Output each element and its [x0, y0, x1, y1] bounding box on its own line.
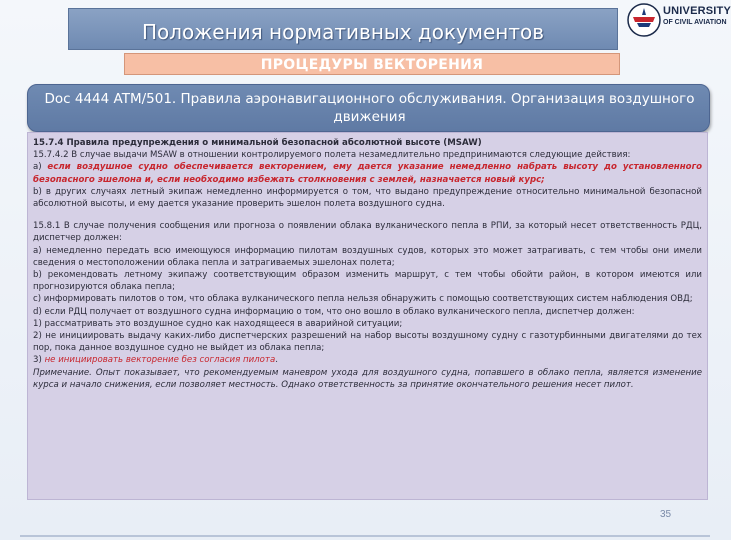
subtitle-banner	[124, 53, 620, 75]
footer-divider	[20, 535, 710, 537]
ash-item-d3	[33, 354, 702, 366]
spacer	[33, 210, 702, 220]
page-title: Положения нормативных документов	[141, 20, 545, 44]
section-subtitle: ПРОЦЕДУРЫ ВЕКТОРЕНИЯ	[260, 57, 484, 73]
logo-text-line2: OF CIVIL AVIATION	[663, 19, 727, 26]
ash-item-d3-prefix: 3)	[33, 355, 42, 366]
msaw-item-b: b) в других случаях летный экипаж немедленно информируется о том, что выдано предупреждение относительно минимальной безопасной абсолютной высоты, и ему дается указание проверить эшелон полета воздушного судна.	[33, 186, 702, 210]
title-banner	[68, 8, 618, 50]
page-number: 35	[660, 509, 672, 520]
ash-item-a: a) немедленно передать всю имеющуюся информацию пилотам воздушных судов, которых это может затрагивать, с тем чтобы они имели сведения о местоположении облака пепла и затрагиваемых эшелонах полета;	[33, 245, 702, 268]
ash-item-b: b) рекомендовать летному экипажу соответствующим образом изменить маршрут, с тем чтобы обойти район, в котором имеются или прогнозируются облака пепла;	[33, 270, 702, 293]
document-title: Doc 4444 ATM/501. Правила аэронавигационного обслуживания. Организация воздушного движения	[44, 91, 695, 125]
note-paragraph: Примечание. Опыт показывает, что рекомендуемым маневром ухода для воздушного судна, попавшего в облако пепла, является изменение курса и начало снижения, если позволяет местность. Однако ответственность за принятие окончательного решения несет пилот.	[33, 367, 702, 390]
university-emblem-icon	[627, 3, 661, 37]
msaw-item-a-text: если воздушное судно обеспечивается векторением, ему дается указание немедленно набрать высоту до установленного безопасного эшелона и, если необходимо избежать столкновения с землей, назначается новый курс;	[33, 162, 702, 185]
content-panel	[27, 132, 708, 500]
ash-item-d3-text: не инициировать векторение без согласия пилота	[44, 355, 276, 366]
ash-item-d1: 1) рассматривать это воздушное судно как находящееся в аварийной ситуации;	[33, 318, 403, 329]
logo-text-line1: UNIVERSITY	[663, 5, 731, 17]
ash-item-c: c) информировать пилотов о том, что облака вулканического пепла нельзя обнаружить с помощью соответствующих систем наблюдения ОВД;	[33, 294, 693, 305]
document-header	[27, 84, 710, 132]
ash-item-d2: 2) не инициировать выдачу каких-либо диспетчерских разрешений на набор высоты воздушному судну с газотурбинными двигателями до тех пор, пока данное воздушное судно не выйдет из облака пепла;	[33, 331, 702, 354]
msaw-heading: 15.7.4 Правила предупреждения о минимальной безопасной абсолютной высоте (MSAW)	[33, 138, 482, 148]
msaw-item-a-prefix: a)	[33, 162, 42, 173]
ash-item-d3-suffix: .	[275, 355, 278, 366]
ash-item-d: d) если РДЦ получает от воздушного судна информацию о том, что оно вошло в облако вулканического пепла, диспетчер должен:	[33, 306, 635, 317]
msaw-item-a	[33, 161, 702, 185]
university-logo	[627, 3, 731, 39]
ash-intro: 15.8.1 В случае получения сообщения или прогноза о появлении облака вулканического пепла в РПИ, за который несет ответственность РДЦ, диспетчер должен:	[33, 221, 702, 244]
msaw-intro: 15.7.4.2 В случае выдачи MSAW в отношении контролируемого полета незамедлительно предпринимаются следующие действия:	[33, 150, 631, 161]
